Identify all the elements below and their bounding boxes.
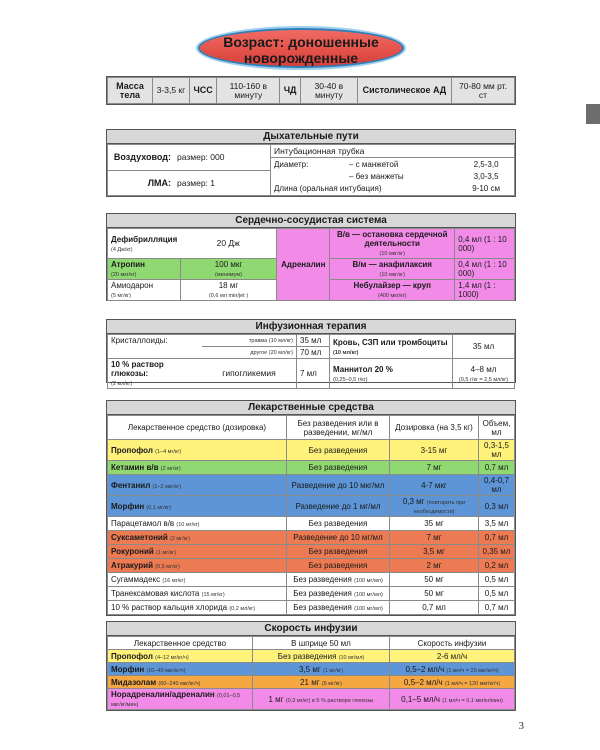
amio-label: Амиодарон bbox=[111, 281, 154, 290]
drug-dosage: (15 мг/кг) bbox=[201, 592, 225, 598]
airway-header: Дыхательные пути bbox=[106, 129, 516, 144]
rate-syringe: 21 мг bbox=[300, 677, 320, 687]
drug-volume: 0,7 мл bbox=[479, 531, 515, 545]
mannitol-value: 4–8 мл bbox=[470, 364, 497, 374]
drug-name: Кетамин в/в bbox=[111, 463, 159, 472]
drug-dilution: Без разведения bbox=[308, 463, 368, 472]
drug-row bbox=[108, 587, 515, 601]
drugs-header: Лекарственные средства bbox=[106, 400, 516, 415]
drug-dose: 3,5 мг bbox=[423, 547, 445, 556]
drug-name: Сугаммадекс bbox=[111, 575, 161, 584]
lma-label: ЛМА: bbox=[108, 171, 175, 196]
nocuff-label: – без манжеты bbox=[349, 172, 404, 182]
drug-volume: 0,3 мл bbox=[479, 496, 515, 517]
drug-dosage: (1–2 мкг/кг) bbox=[152, 483, 182, 490]
drug-dosage: (2 мг/кг) bbox=[160, 466, 181, 472]
drug-dilution: Без разведения bbox=[308, 519, 368, 528]
drug-volume: 0,35 мл bbox=[479, 545, 515, 559]
drugs-col-drug: Лекарственное средство (дозировка) bbox=[108, 416, 287, 440]
drug-name: Парацетамол в/в bbox=[111, 519, 175, 528]
drug-name: Рокуроний bbox=[111, 547, 154, 556]
drug-dosage: (1 мг/кг) bbox=[156, 550, 177, 556]
drug-dose: 35 мг bbox=[424, 519, 444, 528]
drug-dilution: Разведение до 10 мг/мл bbox=[293, 533, 383, 542]
drug-dose: 0,7 мл bbox=[422, 603, 446, 612]
drug-dilution: Без разведения bbox=[293, 589, 352, 598]
drug-dilution: Без разведения bbox=[293, 575, 352, 584]
defib-value: 20 Дж bbox=[180, 229, 277, 259]
sbp-label: Систолическое АД bbox=[357, 78, 451, 104]
rate-drug-sub: (10–40 мкг/кг/ч) bbox=[146, 667, 186, 674]
mannitol-value-sub: (0,5 г/кг = 2,5 мл/кг) bbox=[458, 376, 509, 383]
rate-syringe: Без разведения bbox=[277, 651, 337, 661]
drug-dose: 50 мг bbox=[424, 575, 444, 584]
defib-label: Дефибрилляция bbox=[111, 234, 178, 244]
arrest-value: 0,4 мл (1 : 10 000) bbox=[455, 229, 515, 259]
neb-sub: (400 мкг/кг) bbox=[377, 293, 407, 299]
drug-name: Транексамовая кислота bbox=[111, 589, 200, 598]
glucose-label: 10 % раствор глюкозы: bbox=[111, 360, 164, 378]
rate-speed-sub: (1 мл/ч = 0,1 мкг/кг/мин) bbox=[442, 697, 503, 704]
crystalloids-label: Кристаллоиды: bbox=[108, 335, 203, 347]
rate-drug: Норадреналин/адреналин bbox=[111, 690, 215, 699]
drug-dose: 3-15 мг bbox=[420, 445, 448, 455]
rr-label: ЧД bbox=[280, 78, 301, 104]
drug-row bbox=[108, 496, 515, 517]
drugs-col-dose: Дозировка (на 3,5 кг) bbox=[390, 416, 479, 440]
mass-label: Масса тела bbox=[108, 78, 153, 104]
drug-dose: 7 мг bbox=[426, 533, 442, 542]
drug-row bbox=[108, 517, 515, 531]
rate-drug: Морфин bbox=[111, 664, 145, 674]
cuff-value: 2,5-3,0 bbox=[458, 158, 514, 171]
rate-row bbox=[108, 650, 515, 663]
drug-dosage: (2 мг/кг) bbox=[169, 536, 190, 542]
drug-dilution-sub: (100 мг/мл) bbox=[354, 606, 383, 612]
defib-sub: (4 Дж/кг) bbox=[111, 246, 133, 253]
drug-volume: 0,5 мл bbox=[479, 573, 515, 587]
drug-volume: 0,7 мл bbox=[479, 601, 515, 615]
adrenaline-label: Адреналин bbox=[277, 229, 330, 301]
lma-size: размер: 1 bbox=[174, 171, 271, 196]
rates-table bbox=[106, 635, 516, 711]
drug-name: Фентанил bbox=[111, 480, 151, 490]
drug-name: Пропофол bbox=[111, 445, 153, 455]
rate-syringe-sub: (6 мг/кг) bbox=[321, 680, 342, 687]
drug-row bbox=[108, 545, 515, 559]
airway-size: размер: 000 bbox=[174, 145, 271, 171]
drug-row bbox=[108, 601, 515, 615]
drug-dilution: Без разведения bbox=[293, 603, 352, 612]
drug-dose: 4-7 мкг bbox=[421, 480, 447, 490]
hr-value: 110-160 в минуту bbox=[217, 78, 280, 104]
mannitol-sub: (0,25–0,5 г/кг) bbox=[333, 376, 368, 383]
rate-drug-sub: (0,01–0,5 мкг/кг/мин) bbox=[111, 693, 241, 708]
anaph-label: В/м — анафилаксия bbox=[352, 260, 432, 269]
drug-dilution: Без разведения bbox=[308, 445, 368, 455]
rate-row bbox=[108, 663, 515, 676]
cuff-label: – с манжетой bbox=[349, 159, 399, 169]
airway-label: Воздуховод: bbox=[108, 145, 175, 171]
rate-syringe: 3,5 мг bbox=[299, 664, 321, 674]
page-number: 3 bbox=[518, 720, 524, 732]
rate-speed-sub: (1 мл/ч = 20 мкг/кг/ч) bbox=[446, 667, 499, 674]
airway-table bbox=[106, 143, 516, 197]
drug-name: 10 % раствор кальция хлорида bbox=[111, 603, 228, 612]
drug-dosage: (0,1 мг/кг) bbox=[146, 504, 171, 511]
banner-line-1: Возраст: доношенные bbox=[223, 34, 379, 50]
age-banner bbox=[198, 28, 404, 68]
drug-rows bbox=[108, 440, 515, 615]
drug-dilution: Разведение до 1 мг/мл bbox=[295, 501, 381, 511]
drugs-table bbox=[106, 414, 516, 616]
hr-label: ЧСС bbox=[189, 78, 216, 104]
rates-col-drug: Лекарственное средство bbox=[108, 637, 253, 650]
trauma-value: 35 мл bbox=[297, 335, 330, 347]
rates-header: Скорость инфузии bbox=[106, 621, 516, 636]
drug-volume: 0,5 мл bbox=[479, 587, 515, 601]
length-label: Длина (оральная интубация) bbox=[271, 183, 459, 196]
cardio-header: Сердечно-сосудистая система bbox=[106, 213, 516, 228]
drug-dose: 7 мг bbox=[426, 463, 442, 472]
infusion-header: Инфузионная терапия bbox=[106, 319, 516, 334]
rate-speed-sub: (1 мл/ч = 120 мкг/кг/ч) bbox=[444, 680, 501, 687]
rate-speed: 0,1–5 мл/ч bbox=[401, 694, 440, 704]
rate-syringe-sub: (0,3 мг/кг) в 5 % растворе глюкозы bbox=[285, 697, 374, 704]
drugs-col-dilution: Без разведения или в разведении, мг/мл bbox=[287, 416, 390, 440]
diameter-label: Диаметр: bbox=[271, 158, 347, 171]
length-value: 9-10 см bbox=[458, 183, 514, 196]
nocuff-value: 3,0-3,5 bbox=[458, 171, 514, 183]
anaph-value: 0,4 мл (1 : 10 000) bbox=[455, 259, 515, 280]
drug-dosage: (1–4 мг/кг) bbox=[155, 448, 182, 455]
rate-syringe-sub: (10 мг/мл) bbox=[338, 654, 365, 661]
amio-sub: (5 мг/кг) bbox=[111, 293, 131, 299]
drug-name: Суксаметоний bbox=[111, 533, 168, 542]
rates-col-rate: Скорость инфузии bbox=[390, 637, 515, 650]
trauma-label: травма (10 мл/кг) bbox=[202, 335, 297, 347]
neb-value: 1,4 мл (1 : 1000) bbox=[455, 280, 515, 301]
drug-dilution: Без разведения bbox=[308, 547, 368, 556]
drug-dosage: (0,2 мл/кг) bbox=[229, 606, 256, 612]
sbp-value: 70-80 мм рт. ст bbox=[452, 78, 515, 104]
drug-volume: 0,2 мл bbox=[479, 559, 515, 573]
other-value: 70 мл bbox=[297, 347, 330, 359]
other-label: другое (20 мл/кг) bbox=[202, 347, 297, 359]
mass-value: 3-3,5 кг bbox=[153, 78, 190, 104]
drug-volume: 0,4-0,7 мл bbox=[479, 475, 515, 496]
drug-volume: 0,7 мл bbox=[479, 461, 515, 475]
banner-line-2: новорожденные bbox=[243, 50, 359, 66]
drug-dose: 50 мг bbox=[424, 589, 444, 598]
drugs-col-volume: Объем, мл bbox=[479, 416, 515, 440]
rr-value: 30-40 в минуту bbox=[300, 78, 357, 104]
glucose-sub: (2 мл/кг) bbox=[111, 381, 133, 387]
blood-label: Кровь, СЗП или тромбоциты bbox=[333, 337, 448, 347]
side-tab bbox=[586, 104, 600, 124]
rate-rows bbox=[108, 650, 515, 710]
drug-dosage: (16 мг/кг) bbox=[162, 578, 186, 584]
drug-volume: 3,5 мл bbox=[479, 517, 515, 531]
rate-drug-sub: (4–12 мг/кг/ч) bbox=[155, 654, 189, 661]
tube-title: Интубационная трубка bbox=[271, 145, 515, 158]
amio-value-sub: (0,6 мл min/jet ) bbox=[208, 293, 249, 299]
blood-value: 35 мл bbox=[453, 335, 515, 359]
rates-col-syringe: В шприце 50 мл bbox=[253, 637, 390, 650]
drug-row bbox=[108, 559, 515, 573]
arrest-label: В/в — остановка сердечной деятельности bbox=[337, 230, 448, 248]
rate-row bbox=[108, 689, 515, 710]
hypoglycemia-label: гипогликемия bbox=[202, 359, 297, 389]
rate-syringe: 1 мг bbox=[268, 694, 284, 704]
infusion-table bbox=[106, 333, 516, 387]
rate-speed: 0,5–2 мл/ч bbox=[403, 677, 443, 687]
drug-dilution: Разведение до 10 мкг/мл bbox=[291, 480, 385, 490]
cardio-table bbox=[106, 227, 516, 301]
drug-row bbox=[108, 573, 515, 587]
rate-drug-sub: (60–240 мкг/кг/ч) bbox=[158, 680, 201, 687]
rate-drug: Мидазолам bbox=[111, 677, 157, 687]
neb-label: Небулайзер — круп bbox=[353, 281, 431, 290]
atropine-value: 100 мкг bbox=[214, 260, 243, 269]
drug-row bbox=[108, 531, 515, 545]
drug-dosage: (0,5 мг/кг) bbox=[155, 564, 180, 570]
drug-dosage: (10 мг/кг) bbox=[176, 522, 200, 528]
rate-speed: 2-6 мл/ч bbox=[436, 651, 468, 661]
drug-dilution-sub: (100 мг/мл) bbox=[354, 592, 383, 598]
atropine-label: Атропин bbox=[111, 260, 145, 269]
drug-dilution-sub: (100 мг/мл) bbox=[354, 578, 383, 584]
drug-row bbox=[108, 461, 515, 475]
drug-name: Морфин bbox=[111, 501, 145, 511]
atropine-sub: (20 мкг/кг) bbox=[111, 272, 137, 278]
rate-speed: 0,5–2 мл/ч bbox=[405, 664, 445, 674]
drug-row bbox=[108, 440, 515, 461]
mannitol-label: Маннитол 20 % bbox=[333, 364, 393, 374]
atropine-value-sub: (минимум) bbox=[215, 272, 242, 278]
rate-drug: Пропофол bbox=[111, 651, 153, 661]
drug-name: Атракурий bbox=[111, 561, 153, 570]
glucose-value: 7 мл bbox=[297, 359, 330, 389]
blood-sub: (10 мл/кг) bbox=[333, 349, 359, 356]
drug-volume: 0,3-1,5 мл bbox=[479, 440, 515, 461]
amio-value: 18 мг bbox=[218, 281, 239, 290]
drug-dose-sub: (повторить при необходимости) bbox=[413, 500, 466, 515]
drug-dilution: Без разведения bbox=[308, 561, 368, 570]
rate-syringe-sub: (1 мг/кг) bbox=[323, 667, 343, 674]
drug-row bbox=[108, 475, 515, 496]
anaph-sub: (10 мкг/кг) bbox=[379, 272, 405, 278]
drug-dose: 0,3 мг bbox=[402, 497, 425, 506]
arrest-sub: (10 мкг/кг) bbox=[379, 251, 405, 257]
drug-dose: 2 мг bbox=[426, 561, 442, 570]
vitals-table bbox=[106, 76, 516, 105]
rate-row bbox=[108, 676, 515, 689]
